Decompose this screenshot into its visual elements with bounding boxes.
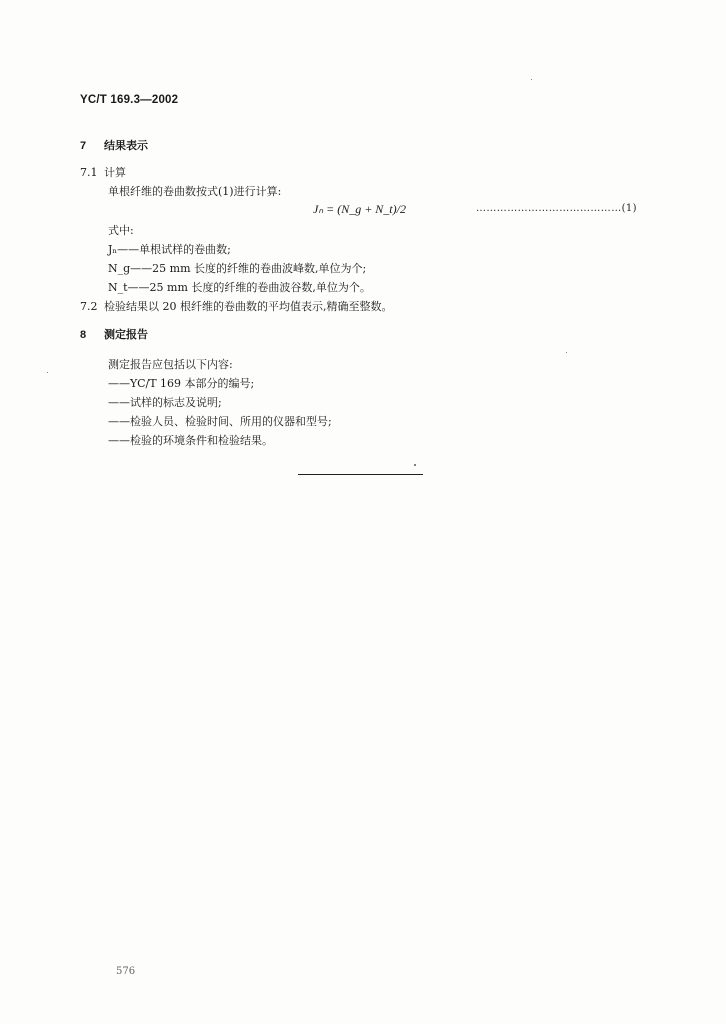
end-of-document-line (298, 474, 423, 475)
scan-speck (566, 352, 567, 353)
section-8-heading (80, 326, 148, 342)
section-7-2-text: 检验结果以 20 根纤维的卷曲数的平均值表示,精确至整数。 (104, 300, 393, 313)
section-8-number: 8 (80, 329, 87, 341)
definition-ng: N_g——25 mm 长度的纤维的卷曲波峰数,单位为个; (108, 262, 367, 275)
report-item-4: ——检验的环境条件和检验结果。 (108, 434, 273, 447)
scan-speck (414, 464, 416, 466)
report-item-1: ——YC/T 169 本部分的编号; (108, 377, 255, 390)
scan-speck (531, 79, 532, 80)
where-label: 式中: (108, 224, 134, 237)
page-number: 576 (116, 966, 136, 977)
section-7-heading (80, 137, 148, 153)
definition-jn: Jₙ——单根试样的卷曲数; (108, 243, 231, 256)
section-8-title: 测定报告 (104, 329, 148, 341)
section-7-1-number: 7.1 (80, 166, 98, 179)
scan-speck (47, 372, 48, 373)
section-8-intro: 测定报告应包括以下内容: (108, 358, 233, 371)
section-7-1-intro: 单根纤维的卷曲数按式(1)进行计算: (108, 185, 282, 198)
standard-number-header: YC/T 169.3—2002 (80, 94, 179, 106)
section-7-number: 7 (80, 140, 87, 152)
formula-number: ……………………………………(1) (476, 203, 637, 214)
section-7-2-number: 7.2 (80, 300, 98, 313)
definition-nt: N_t——25 mm 长度的纤维的卷曲波谷数,单位为个。 (108, 281, 371, 294)
section-7-1-title: 计算 (104, 166, 126, 179)
report-item-2: ——试样的标志及说明; (108, 396, 222, 409)
crimp-formula: Jₙ = (N_g + N_t)/2 (313, 202, 406, 216)
section-7-title: 结果表示 (104, 140, 148, 152)
section-7-2 (80, 298, 393, 314)
section-7-1-heading (80, 164, 126, 180)
report-item-3: ——检验人员、检验时间、所用的仪器和型号; (108, 415, 332, 428)
